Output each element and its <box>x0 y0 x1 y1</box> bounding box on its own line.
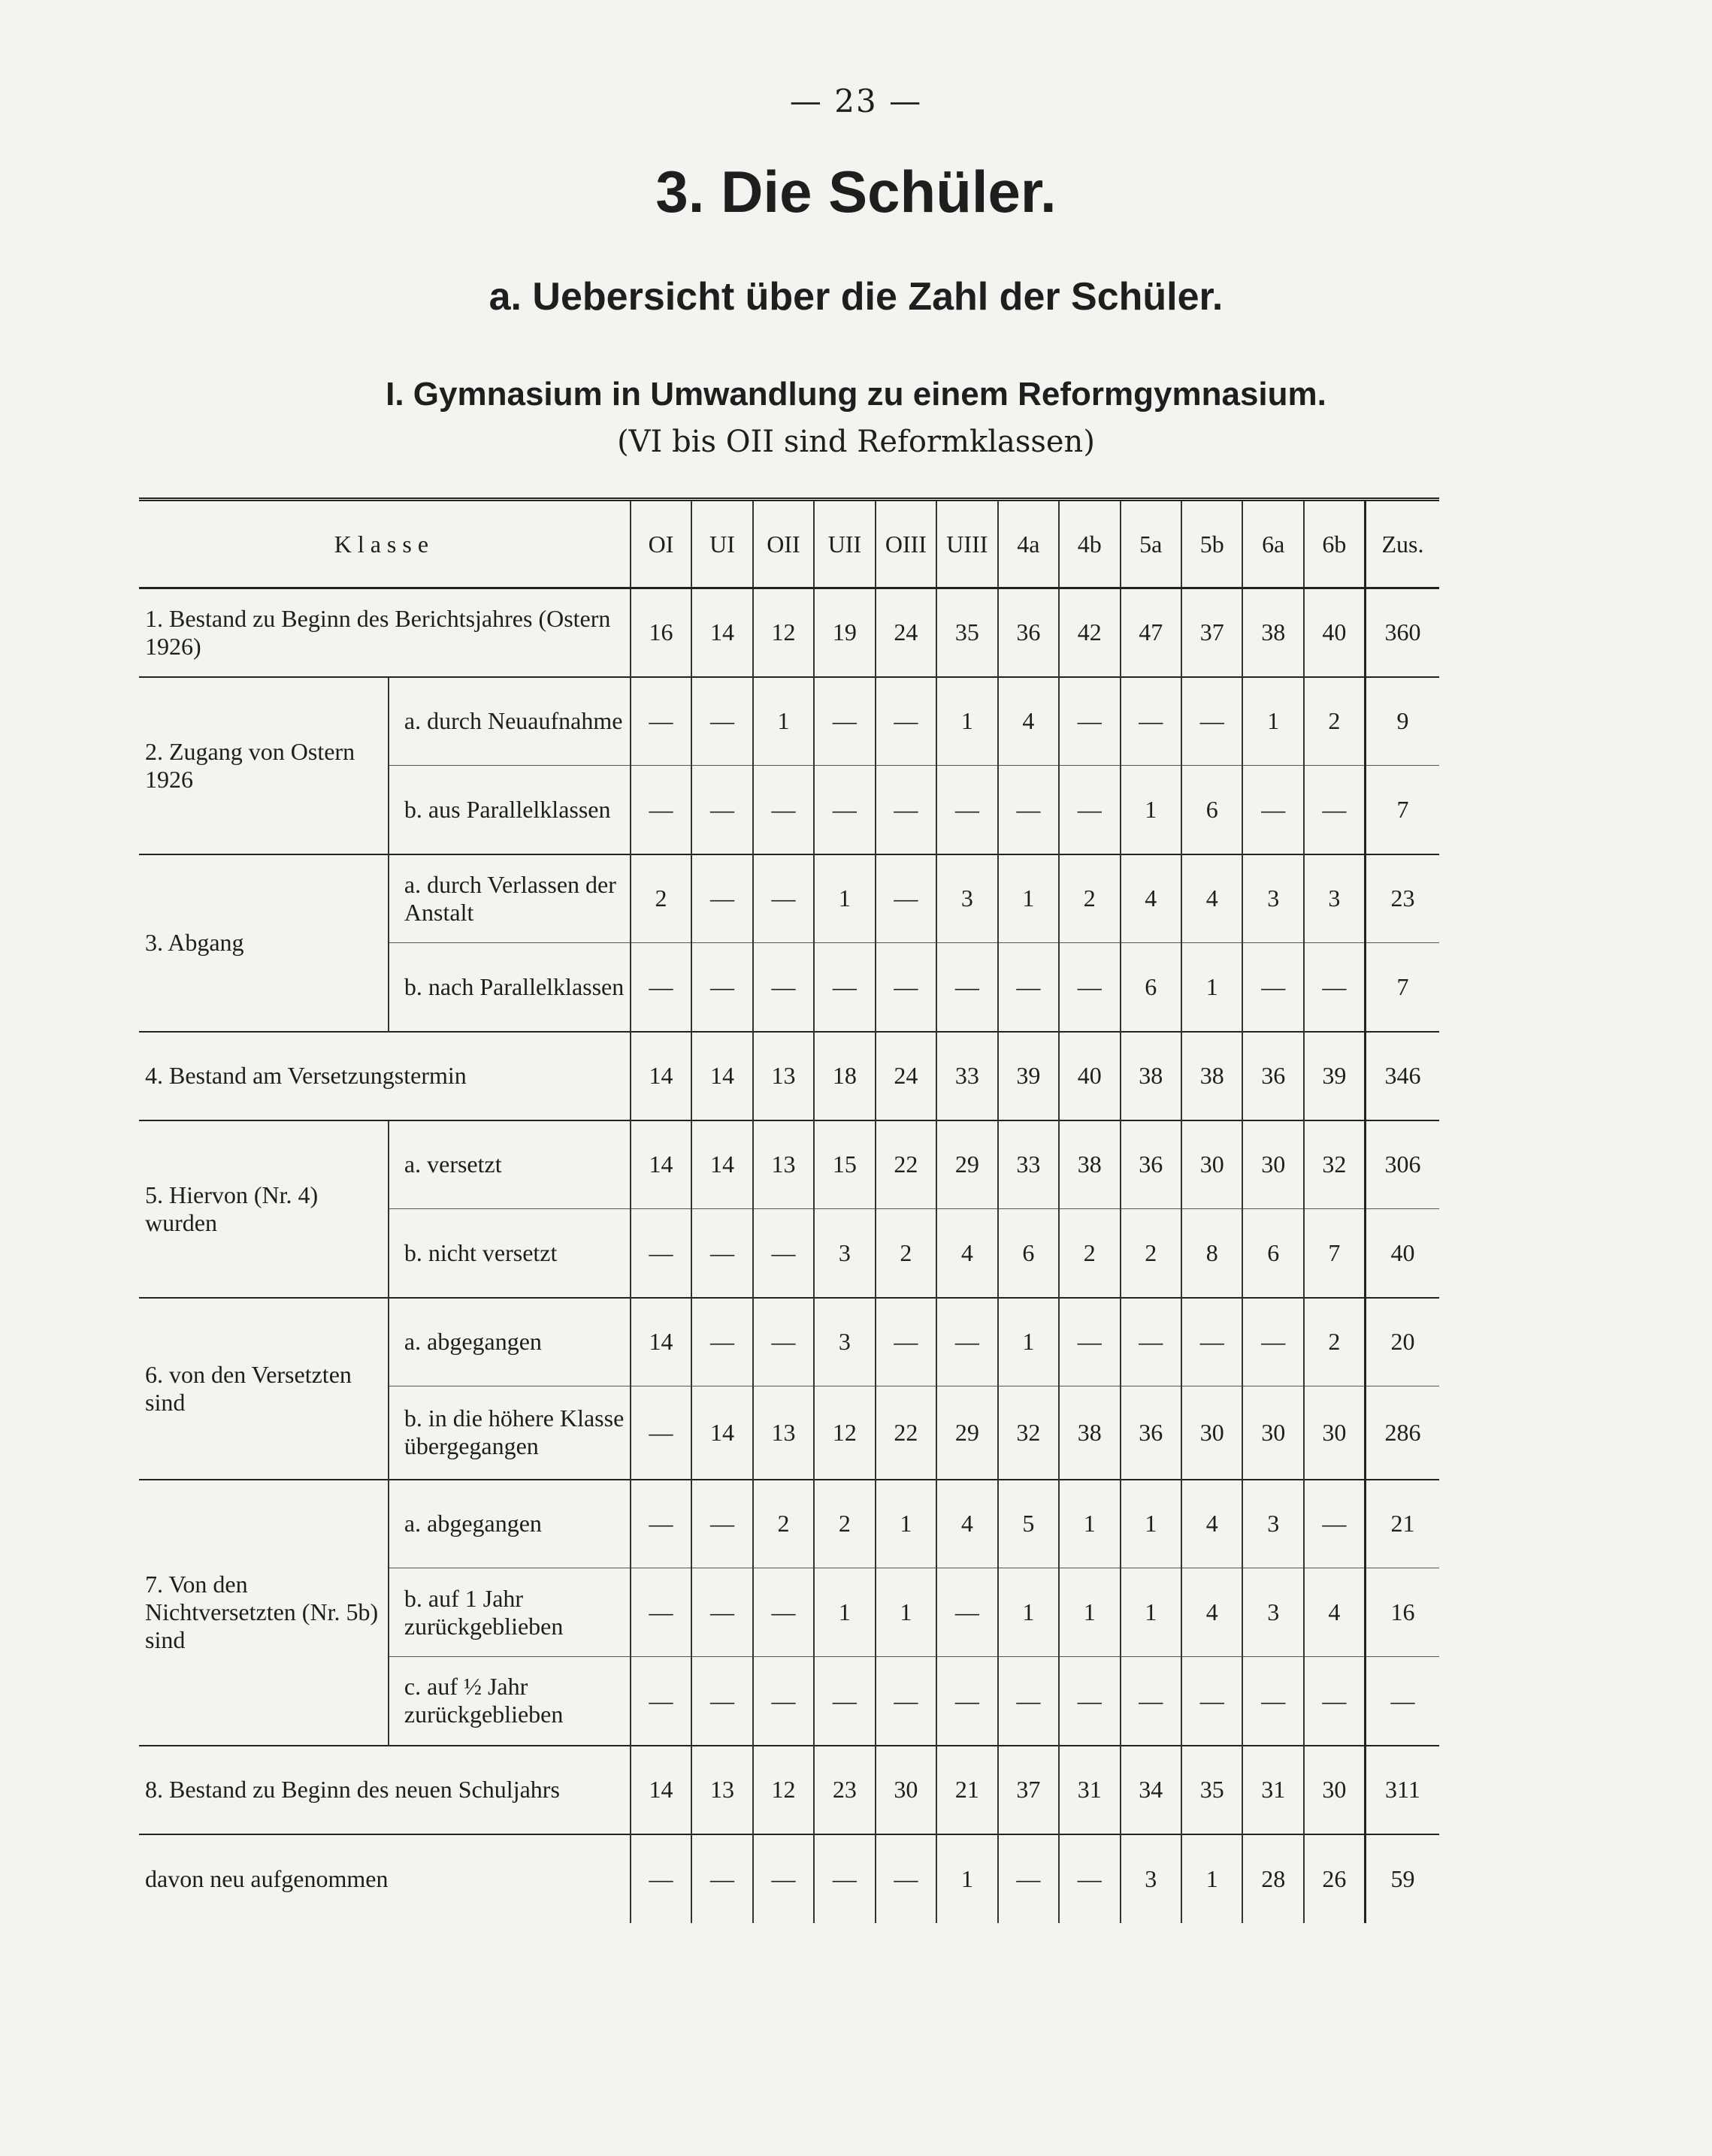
total-cell: 59 <box>1365 1834 1439 1923</box>
value-cell: 4 <box>1304 1568 1365 1657</box>
column-header: 4b <box>1059 500 1120 588</box>
row-group-label: 2. Zugang von Ostern 1926 <box>139 677 389 854</box>
total-cell: 23 <box>1365 854 1439 943</box>
row-sublabel: b. aus Parallelklassen <box>389 766 631 854</box>
value-cell: 13 <box>753 1386 814 1480</box>
value-cell: — <box>876 677 936 766</box>
value-cell: — <box>998 943 1059 1032</box>
column-header-total: Zus. <box>1365 500 1439 588</box>
value-cell: — <box>814 943 875 1032</box>
value-cell: 23 <box>814 1746 875 1834</box>
value-cell: — <box>936 943 997 1032</box>
value-cell: 1 <box>876 1480 936 1568</box>
total-cell: 286 <box>1365 1386 1439 1480</box>
value-cell: — <box>1304 1657 1365 1746</box>
table-row <box>139 1120 1439 1209</box>
value-cell: 29 <box>936 1120 997 1209</box>
table-row <box>139 1746 1439 1834</box>
value-cell: — <box>691 1480 752 1568</box>
value-cell: 2 <box>814 1480 875 1568</box>
value-cell: — <box>753 1657 814 1746</box>
student-statistics-table <box>139 497 1439 1923</box>
value-cell: 2 <box>1304 1298 1365 1386</box>
value-cell: — <box>691 1657 752 1746</box>
value-cell: 30 <box>1304 1746 1365 1834</box>
value-cell: 3 <box>1242 1480 1303 1568</box>
row-sublabel: a. abgegangen <box>389 1298 631 1386</box>
value-cell: 6 <box>1181 766 1242 854</box>
value-cell: 13 <box>691 1746 752 1834</box>
value-cell: 14 <box>631 1120 691 1209</box>
column-header: 6a <box>1242 500 1303 588</box>
value-cell: 40 <box>1059 1032 1120 1120</box>
value-cell: 1 <box>998 1568 1059 1657</box>
row-label: 1. Bestand zu Beginn des Berichtsjahres (Ostern 1926) <box>139 588 631 677</box>
row-group-label: 5. Hiervon (Nr. 4) wurden <box>139 1120 389 1298</box>
value-cell: — <box>814 766 875 854</box>
page-number: — 23 — <box>789 83 923 119</box>
value-cell: 3 <box>1304 854 1365 943</box>
table-row <box>139 1032 1439 1120</box>
value-cell: 32 <box>998 1386 1059 1480</box>
value-cell: 33 <box>998 1120 1059 1209</box>
value-cell: — <box>814 1657 875 1746</box>
value-cell: — <box>753 1834 814 1923</box>
value-cell: 30 <box>1242 1120 1303 1209</box>
value-cell: 1 <box>998 854 1059 943</box>
value-cell: 1 <box>1121 1480 1181 1568</box>
value-cell: — <box>814 677 875 766</box>
value-cell: 3 <box>814 1209 875 1298</box>
value-cell: — <box>876 1834 936 1923</box>
value-cell: — <box>691 943 752 1032</box>
value-cell: — <box>1059 1298 1120 1386</box>
value-cell: 26 <box>1304 1834 1365 1923</box>
value-cell: 33 <box>936 1032 997 1120</box>
value-cell: 4 <box>1121 854 1181 943</box>
value-cell: 2 <box>631 854 691 943</box>
value-cell: 14 <box>631 1298 691 1386</box>
value-cell: 39 <box>1304 1032 1365 1120</box>
value-cell: 24 <box>876 1032 936 1120</box>
value-cell: 37 <box>1181 588 1242 677</box>
column-header: OIII <box>876 500 936 588</box>
row-sublabel: a. versetzt <box>389 1120 631 1209</box>
value-cell: 3 <box>1242 854 1303 943</box>
value-cell: — <box>631 1480 691 1568</box>
value-cell: 1 <box>1059 1480 1120 1568</box>
value-cell: 14 <box>691 1032 752 1120</box>
value-cell: 36 <box>1121 1386 1181 1480</box>
value-cell: 4 <box>998 677 1059 766</box>
value-cell: 2 <box>1304 677 1365 766</box>
value-cell: 14 <box>691 1120 752 1209</box>
value-cell: — <box>631 1834 691 1923</box>
row-label: davon neu aufgenommen <box>139 1834 631 1923</box>
value-cell: 22 <box>876 1386 936 1480</box>
value-cell: — <box>1121 1298 1181 1386</box>
value-cell: — <box>1242 1657 1303 1746</box>
value-cell: — <box>876 1657 936 1746</box>
value-cell: — <box>1242 1298 1303 1386</box>
total-cell: 346 <box>1365 1032 1439 1120</box>
value-cell: 38 <box>1059 1120 1120 1209</box>
value-cell: 35 <box>936 588 997 677</box>
value-cell: 2 <box>876 1209 936 1298</box>
value-cell: — <box>631 943 691 1032</box>
row-group-label: 6. von den Versetzten sind <box>139 1298 389 1480</box>
value-cell: 13 <box>753 1120 814 1209</box>
value-cell: 21 <box>936 1746 997 1834</box>
value-cell: — <box>876 1298 936 1386</box>
value-cell: — <box>631 1568 691 1657</box>
value-cell: — <box>936 1298 997 1386</box>
table-row <box>139 588 1439 677</box>
column-header: UII <box>814 500 875 588</box>
value-cell: 22 <box>876 1120 936 1209</box>
value-cell: 6 <box>1242 1209 1303 1298</box>
value-cell: 15 <box>814 1120 875 1209</box>
value-cell: 24 <box>876 588 936 677</box>
total-cell: — <box>1365 1657 1439 1746</box>
value-cell: 6 <box>998 1209 1059 1298</box>
value-cell: — <box>691 1834 752 1923</box>
value-cell: 1 <box>936 1834 997 1923</box>
value-cell: 4 <box>1181 1480 1242 1568</box>
value-cell: — <box>1181 1298 1242 1386</box>
value-cell: — <box>1181 677 1242 766</box>
value-cell: 14 <box>691 588 752 677</box>
value-cell: — <box>631 677 691 766</box>
column-header: OI <box>631 500 691 588</box>
value-cell: 30 <box>1242 1386 1303 1480</box>
value-cell: 1 <box>1059 1568 1120 1657</box>
table-row <box>139 854 1439 943</box>
value-cell: — <box>631 1386 691 1480</box>
table-row <box>139 677 1439 766</box>
value-cell: — <box>1121 677 1181 766</box>
value-cell: 2 <box>1059 1209 1120 1298</box>
column-header: OII <box>753 500 814 588</box>
value-cell: 12 <box>753 588 814 677</box>
value-cell: 30 <box>1304 1386 1365 1480</box>
value-cell: 1 <box>1181 943 1242 1032</box>
column-header: 4a <box>998 500 1059 588</box>
value-cell: 7 <box>1304 1209 1365 1298</box>
total-cell: 16 <box>1365 1568 1439 1657</box>
value-cell: 36 <box>1121 1120 1181 1209</box>
value-cell: 35 <box>1181 1746 1242 1834</box>
table-row <box>139 1480 1439 1568</box>
value-cell: — <box>631 1209 691 1298</box>
value-cell: 30 <box>1181 1386 1242 1480</box>
value-cell: — <box>936 1657 997 1746</box>
value-cell: 1 <box>1242 677 1303 766</box>
value-cell: 37 <box>998 1746 1059 1834</box>
value-cell: 1 <box>1121 766 1181 854</box>
value-cell: 2 <box>1121 1209 1181 1298</box>
value-cell: — <box>876 766 936 854</box>
value-cell: 38 <box>1181 1032 1242 1120</box>
row-sublabel: a. durch Neuaufnahme <box>389 677 631 766</box>
value-cell: 1 <box>998 1298 1059 1386</box>
value-cell: 36 <box>1242 1032 1303 1120</box>
value-cell: 1 <box>814 854 875 943</box>
value-cell: — <box>876 943 936 1032</box>
value-cell: — <box>753 1298 814 1386</box>
klasse-header: Klasse <box>139 500 631 588</box>
value-cell: 3 <box>814 1298 875 1386</box>
value-cell: — <box>1304 943 1365 1032</box>
column-header: 6b <box>1304 500 1365 588</box>
value-cell: — <box>691 677 752 766</box>
row-group-label: 3. Abgang <box>139 854 389 1032</box>
value-cell: 13 <box>753 1032 814 1120</box>
table-row <box>139 1298 1439 1386</box>
row-sublabel: a. durch Verlassen der Anstalt <box>389 854 631 943</box>
value-cell: 42 <box>1059 588 1120 677</box>
page-title: 3. Die Schüler. <box>655 159 1057 225</box>
value-cell: 1 <box>1121 1568 1181 1657</box>
total-cell: 311 <box>1365 1746 1439 1834</box>
value-cell: 47 <box>1121 588 1181 677</box>
subtitle: a. Uebersicht über die Zahl der Schüler. <box>488 275 1224 319</box>
row-sublabel: a. abgegangen <box>389 1480 631 1568</box>
section-heading: I. Gymnasium in Umwandlung zu einem Reformgymnasium. <box>386 376 1326 413</box>
value-cell: — <box>1242 943 1303 1032</box>
value-cell: 34 <box>1121 1746 1181 1834</box>
total-cell: 7 <box>1365 766 1439 854</box>
value-cell: 38 <box>1242 588 1303 677</box>
column-header: UI <box>691 500 752 588</box>
value-cell: 12 <box>753 1746 814 1834</box>
value-cell: 3 <box>936 854 997 943</box>
value-cell: 36 <box>998 588 1059 677</box>
value-cell: 2 <box>1059 854 1120 943</box>
value-cell: 14 <box>691 1386 752 1480</box>
value-cell: — <box>1059 1657 1120 1746</box>
value-cell: 4 <box>1181 1568 1242 1657</box>
value-cell: 32 <box>1304 1120 1365 1209</box>
value-cell: — <box>998 1834 1059 1923</box>
value-cell: 39 <box>998 1032 1059 1120</box>
value-cell: 31 <box>1242 1746 1303 1834</box>
value-cell: 1 <box>814 1568 875 1657</box>
value-cell: — <box>691 854 752 943</box>
value-cell: 3 <box>1121 1834 1181 1923</box>
value-cell: 18 <box>814 1032 875 1120</box>
value-cell: — <box>753 766 814 854</box>
row-sublabel: b. nach Parallelklassen <box>389 943 631 1032</box>
value-cell: — <box>1304 766 1365 854</box>
value-cell: 5 <box>998 1480 1059 1568</box>
value-cell: — <box>691 1209 752 1298</box>
value-cell: — <box>1059 766 1120 854</box>
value-cell: — <box>814 1834 875 1923</box>
total-cell: 7 <box>1365 943 1439 1032</box>
value-cell: 14 <box>631 1746 691 1834</box>
row-label: 4. Bestand am Versetzungstermin <box>139 1032 631 1120</box>
value-cell: — <box>753 854 814 943</box>
value-cell: 30 <box>876 1746 936 1834</box>
value-cell: — <box>631 766 691 854</box>
value-cell: — <box>998 1657 1059 1746</box>
row-sublabel: b. nicht versetzt <box>389 1209 631 1298</box>
value-cell: 16 <box>631 588 691 677</box>
value-cell: 14 <box>631 1032 691 1120</box>
total-cell: 306 <box>1365 1120 1439 1209</box>
value-cell: — <box>691 1298 752 1386</box>
value-cell: 8 <box>1181 1209 1242 1298</box>
total-cell: 20 <box>1365 1298 1439 1386</box>
value-cell: 1 <box>936 677 997 766</box>
total-cell: 360 <box>1365 588 1439 677</box>
value-cell: 29 <box>936 1386 997 1480</box>
value-cell: 28 <box>1242 1834 1303 1923</box>
value-cell: — <box>753 943 814 1032</box>
column-header: 5b <box>1181 500 1242 588</box>
value-cell: 4 <box>936 1209 997 1298</box>
value-cell: — <box>1181 1657 1242 1746</box>
value-cell: 1 <box>876 1568 936 1657</box>
value-cell: — <box>1304 1480 1365 1568</box>
value-cell: — <box>1121 1657 1181 1746</box>
value-cell: — <box>1059 1834 1120 1923</box>
value-cell: 12 <box>814 1386 875 1480</box>
value-cell: 40 <box>1304 588 1365 677</box>
total-cell: 40 <box>1365 1209 1439 1298</box>
value-cell: — <box>753 1209 814 1298</box>
section-note: (VI bis OII sind Reformklassen) <box>617 425 1095 459</box>
value-cell: — <box>1059 677 1120 766</box>
value-cell: — <box>998 766 1059 854</box>
value-cell: 38 <box>1121 1032 1181 1120</box>
value-cell: 4 <box>1181 854 1242 943</box>
value-cell: 4 <box>936 1480 997 1568</box>
value-cell: 19 <box>814 588 875 677</box>
value-cell: 1 <box>1181 1834 1242 1923</box>
value-cell: — <box>1059 943 1120 1032</box>
row-group-label: 7. Von den Nichtversetzten (Nr. 5b) sind <box>139 1480 389 1746</box>
row-label: 8. Bestand zu Beginn des neuen Schuljahrs <box>139 1746 631 1834</box>
value-cell: 1 <box>753 677 814 766</box>
value-cell: 30 <box>1181 1120 1242 1209</box>
value-cell: — <box>691 766 752 854</box>
value-cell: 3 <box>1242 1568 1303 1657</box>
value-cell: — <box>1242 766 1303 854</box>
row-sublabel: b. auf 1 Jahr zurückgeblieben <box>389 1568 631 1657</box>
total-cell: 9 <box>1365 677 1439 766</box>
value-cell: 6 <box>1121 943 1181 1032</box>
table-row <box>139 1834 1439 1923</box>
value-cell: — <box>936 1568 997 1657</box>
value-cell: — <box>753 1568 814 1657</box>
column-header: UIII <box>936 500 997 588</box>
value-cell: 31 <box>1059 1746 1120 1834</box>
value-cell: — <box>936 766 997 854</box>
value-cell: — <box>691 1568 752 1657</box>
total-cell: 21 <box>1365 1480 1439 1568</box>
value-cell: 2 <box>753 1480 814 1568</box>
value-cell: — <box>876 854 936 943</box>
row-sublabel: b. in die höhere Klasse übergegangen <box>389 1386 631 1480</box>
value-cell: — <box>631 1657 691 1746</box>
column-header: 5a <box>1121 500 1181 588</box>
value-cell: 38 <box>1059 1386 1120 1480</box>
row-sublabel: c. auf ½ Jahr zurückgeblieben <box>389 1657 631 1746</box>
